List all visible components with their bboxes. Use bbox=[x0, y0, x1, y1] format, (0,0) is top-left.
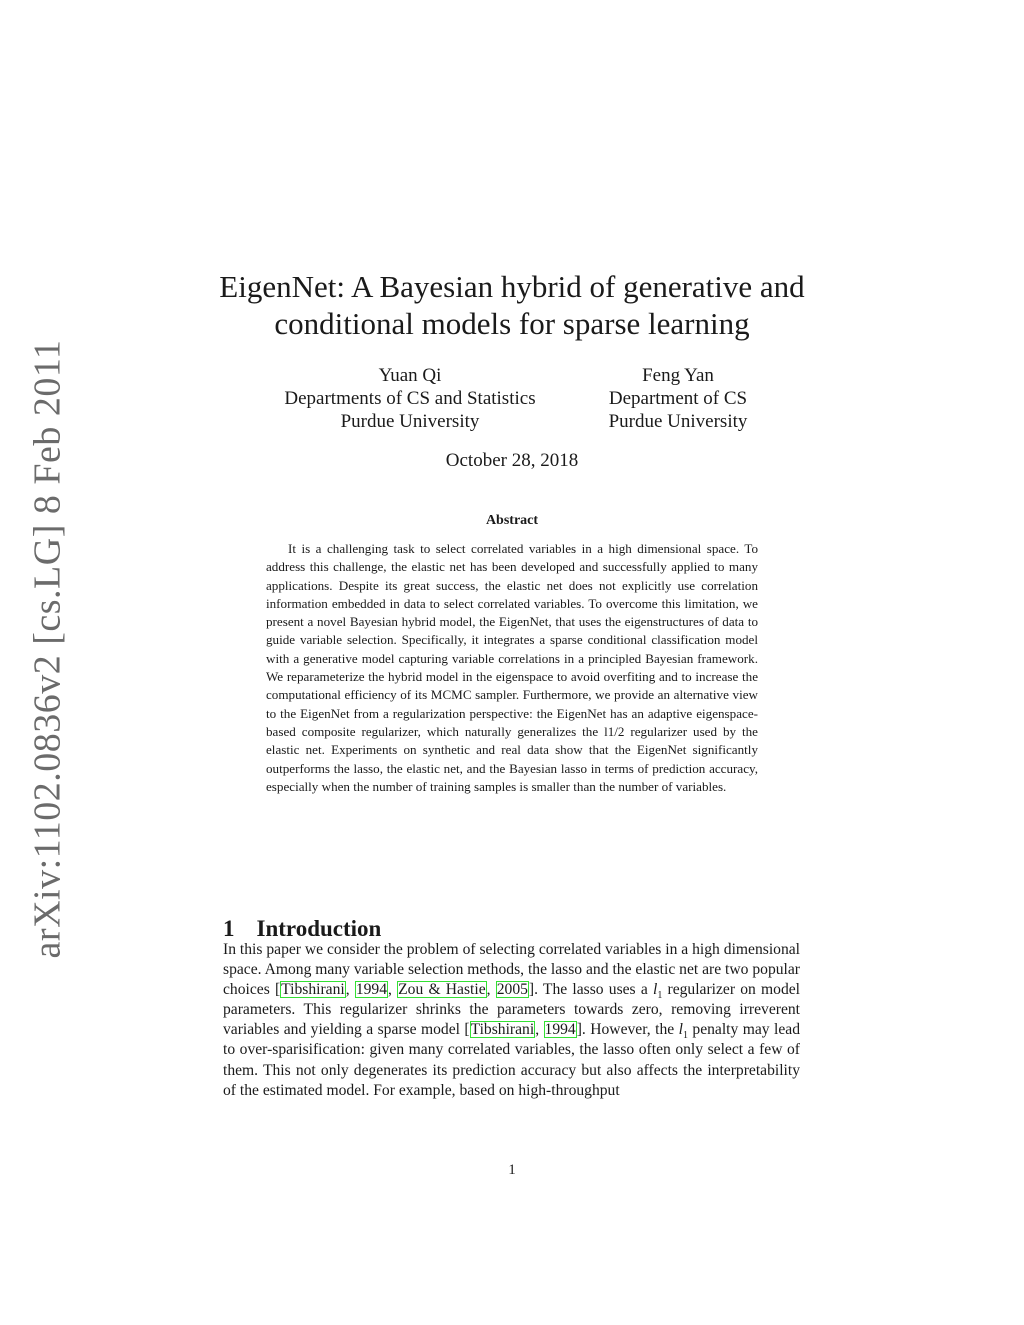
author-affiliation: Purdue University bbox=[340, 411, 480, 432]
citation-link-tibshirani-2[interactable]: Tibshirani bbox=[470, 1021, 535, 1039]
author-affiliation: Purdue University bbox=[608, 411, 748, 432]
section-title: Introduction bbox=[256, 916, 382, 942]
title-line-1: EigenNet: A Bayesian hybrid of generative and bbox=[219, 269, 805, 304]
arxiv-stamp-text[interactable]: arXiv:1102.0836v2 [cs.LG] 8 Feb 2011 bbox=[26, 339, 68, 958]
citation-link-zou-hastie[interactable]: Zou & Hastie bbox=[398, 981, 486, 999]
intro-text: regularizer on model parameters. This regularizer shrinks the parameters towards zero, removing irreverent variables and yielding a sparse model [ bbox=[223, 981, 801, 1039]
section-heading-introduction bbox=[223, 916, 381, 942]
author-name: Yuan Qi bbox=[378, 365, 442, 386]
math-subscript: 1 bbox=[657, 990, 663, 1002]
citation-separator: , bbox=[486, 981, 496, 999]
author-department: Department of CS bbox=[608, 388, 748, 409]
author-block-2 bbox=[590, 364, 766, 433]
title-line-2: conditional models for sparse learning bbox=[274, 306, 750, 341]
introduction-paragraph bbox=[223, 940, 800, 1101]
citation-separator: , bbox=[388, 981, 398, 999]
author-block-1 bbox=[250, 364, 570, 433]
math-l-symbol: l bbox=[678, 1021, 683, 1039]
intro-text: In this paper we consider the problem of selecting correlated variables in a high dimensional space. Among many variable selection methods, the lasso and the elastic net are two popular choices [ bbox=[223, 941, 800, 999]
citation-link-tibshirani[interactable]: Tibshirani bbox=[281, 981, 345, 999]
abstract-text: It is a challenging task to select correlated variables in a high dimensional space. To address this challenge, the elastic net has been developed and successfully applied to many applications. Despite its great success, the elastic net does not explicitly use correlation information embedded in data to select correlated variables. To overcome this limitation, we present a novel Bayesian hybrid model, the EigenNet, that uses the eigenstructures of data to guide variable selection. Specifically, it integrates a sparse conditional classification model with a generative model capturing variable correlations in a principled Bayesian framework. We reparameterize the hybrid model in the eigenspace to avoid overfiting and to increase the computational efficiency of its MCMC sampler. Furthermore, we provide an alternative view to the EigenNet from a regularization perspective: the EigenNet has an adaptive eigenspace-based composite regularizer, which naturally generalizes the l1/2 regularizer used by the elastic net. Experiments on synthetic and real data show that the EigenNet significantly outperforms the lasso, the elastic net, and the Bayesian lasso in terms of prediction accuracy, especially when the number of training samples is smaller than the number of variables. bbox=[266, 541, 758, 794]
abstract-heading: Abstract bbox=[485, 513, 539, 528]
paper-title bbox=[200, 268, 824, 342]
page-number: 1 bbox=[508, 1162, 516, 1178]
citation-link-1994[interactable]: 1994 bbox=[355, 981, 388, 999]
math-l-symbol: l bbox=[652, 981, 658, 999]
intro-text: ]. The lasso uses a bbox=[528, 981, 653, 999]
section-number: 1 bbox=[223, 916, 235, 942]
intro-text: penalty may lead to over-sparisification: given many correlated variables, the lasso often only select a few of them. This not only degenerates its prediction accuracy but also affects the interpretability of the estimated model. For example, based on high-throughput bbox=[223, 1021, 801, 1099]
intro-text: ]. However, the bbox=[576, 1021, 679, 1039]
citation-link-1994-2[interactable]: 1994 bbox=[544, 1021, 576, 1039]
author-department: Departments of CS and Statistics bbox=[284, 388, 536, 409]
arxiv-identifier-stamp bbox=[26, 339, 68, 958]
citation-link-2005[interactable]: 2005 bbox=[496, 981, 528, 999]
citation-separator: , bbox=[345, 981, 355, 999]
paper-date: October 28, 2018 bbox=[445, 450, 579, 471]
author-name: Feng Yan bbox=[642, 365, 714, 386]
citation-separator: , bbox=[535, 1021, 544, 1039]
math-subscript: 1 bbox=[682, 1030, 688, 1042]
